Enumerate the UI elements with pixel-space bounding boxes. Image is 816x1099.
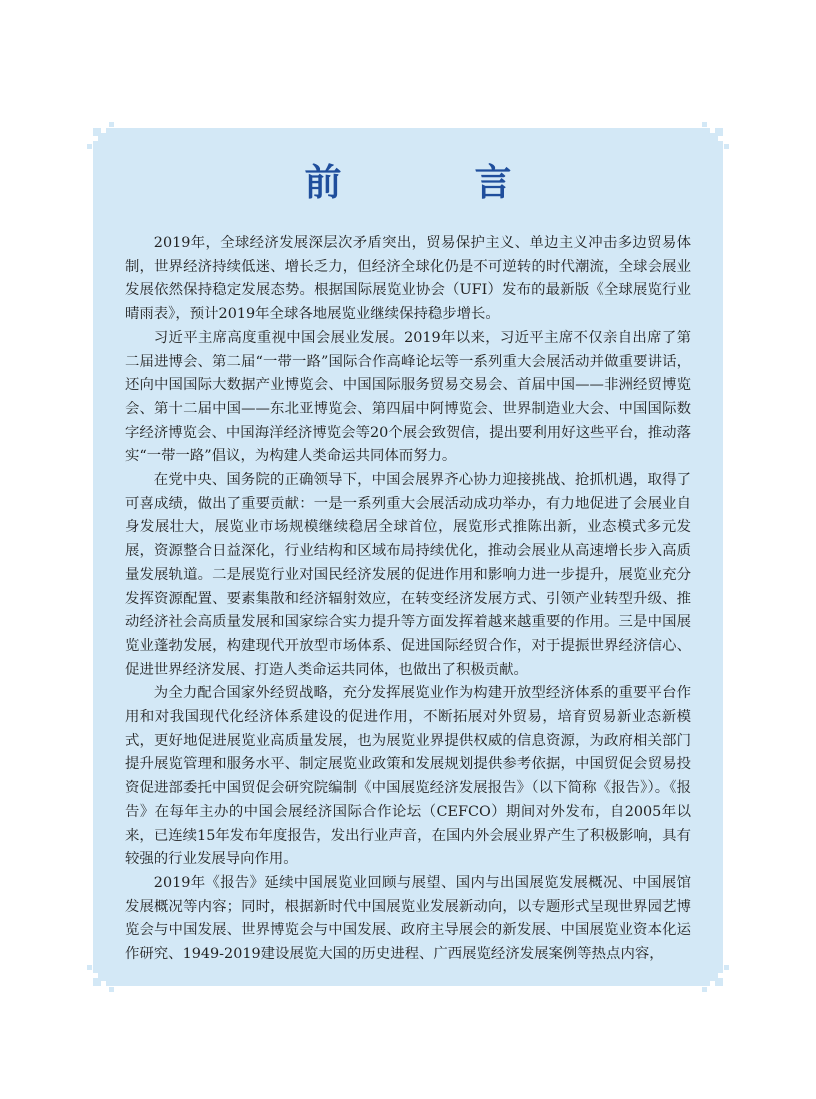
page-title: 前 言 xyxy=(304,160,560,204)
corner-decoration xyxy=(87,144,92,149)
corner-decoration xyxy=(710,981,715,986)
paragraph: 在党中央、国务院的正确领导下，中国会展界齐心协力迎接挑战、抢抓机遇，取得了可喜成绩，做出了重要贡献：一是一系列重大会展活动成功举办，有力地促进了会展业自身发展壮大，展览业市场规模继续稳居全球首位，展览形式推陈出新，业态模式多元发展，资源整合日益深化，行业结构和区域布局持续优化，推动会展业从高速增长步入高质量发展轨道。二是展览行业对国民经济发展的促进作用和影响力进一步提升，展览业充分发挥资源配置、要素集散和经济辐射效应，在转变经济发展方式、引领产业转型升级、推动经济社会高质量发展和国家综合实力提升等方面发挥着越来越重要的作用。三是中国展览业蓬勃发展，构建现代开放型市场体系、促进国际经贸合作，对于提振世界经济信心、促进世界经济发展、打造人类命运共同体，也做出了积极贡献。 xyxy=(125,472,691,678)
corner-decoration xyxy=(724,965,729,970)
corner-decoration xyxy=(93,136,98,141)
corner-decoration xyxy=(93,973,98,978)
paragraph: 习近平主席高度重视中国会展业发展。2019年以来，习近平主席不仅亲自出席了第二届进博会、第二届“一带一路”国际合作高峰论坛等一系列重大会展活动并做重要讲话，还向中国国际大数据产业博览会、中国国际服务贸易交易会、首届中国——非洲经贸博览会、第十二届中国——东北亚博览会、第四届中阿博览会、世界制造业大会、中国国际数字经济博览会、中国海洋经济博览会等20个展会致贺信，提出要利用好这些平台，推动落实“一带一路”倡议，为构建人类命运共同体而努力。 xyxy=(125,329,691,465)
corner-decoration xyxy=(101,128,106,133)
corner-decoration xyxy=(109,987,114,992)
corner-decoration xyxy=(702,122,707,127)
paragraph: 为全力配合国家外经贸战略，充分发挥展览业作为构建开放型经济体系的重要平台作用和对我国现代化经济体系建设的促进作用，不断拓展对外贸易，培育贸易新业态新模式，更好地促进展览业高质量发展，也为展览业界提供权威的信息资源，为政府相关部门提升展览管理和服务水平、制定展览业政策和发展规划提供参考依据，中国贸促会贸易投资促进部委托中国贸促会研究院编制《中国展览经济发展报告》（以下简称《报告》）。《报告》在每年主办的中国会展经济国际合作论坛（CEFCO）期间对外发布，自2005年以来，已连续15年发布年度报告，发出行业声音，在国内外会展业界产生了积极影响，具有较强的行业发展导向作用。 xyxy=(125,685,691,868)
corner-decoration xyxy=(101,981,106,986)
corner-decoration xyxy=(724,144,729,149)
corner-decoration xyxy=(718,973,723,978)
corner-decoration xyxy=(702,987,707,992)
corner-decoration xyxy=(87,965,92,970)
corner-decoration xyxy=(710,128,715,133)
paragraph: 2019年《报告》延续中国展览业回顾与展望、国内与出国展览发展概况、中国展馆发展概况等内容；同时，根据新时代中国展览业发展新动向，以专题形式呈现世界园艺博览会与中国发展、世界博览会与中国发展、政府主导展会的新发展、中国展览业资本化运作研究、1949-2019建设展览大国的历史进程、广西展览经济发展案例等热点内容， xyxy=(125,874,691,963)
corner-decoration xyxy=(718,136,723,141)
paragraph: 2019年，全球经济发展深层次矛盾突出，贸易保护主义、单边主义冲击多边贸易体制，世界经济持续低迷、增长乏力，但经济全球化仍是不可逆转的时代潮流，全球会展业发展依然保持稳定发展态势。根据国际展览业协会（UFI）发布的最新版《全球展览行业晴雨表》，预计2019年全球各地展览业继续保持稳步增长。 xyxy=(125,235,691,323)
corner-decoration xyxy=(109,122,114,127)
preface-body xyxy=(125,232,691,967)
